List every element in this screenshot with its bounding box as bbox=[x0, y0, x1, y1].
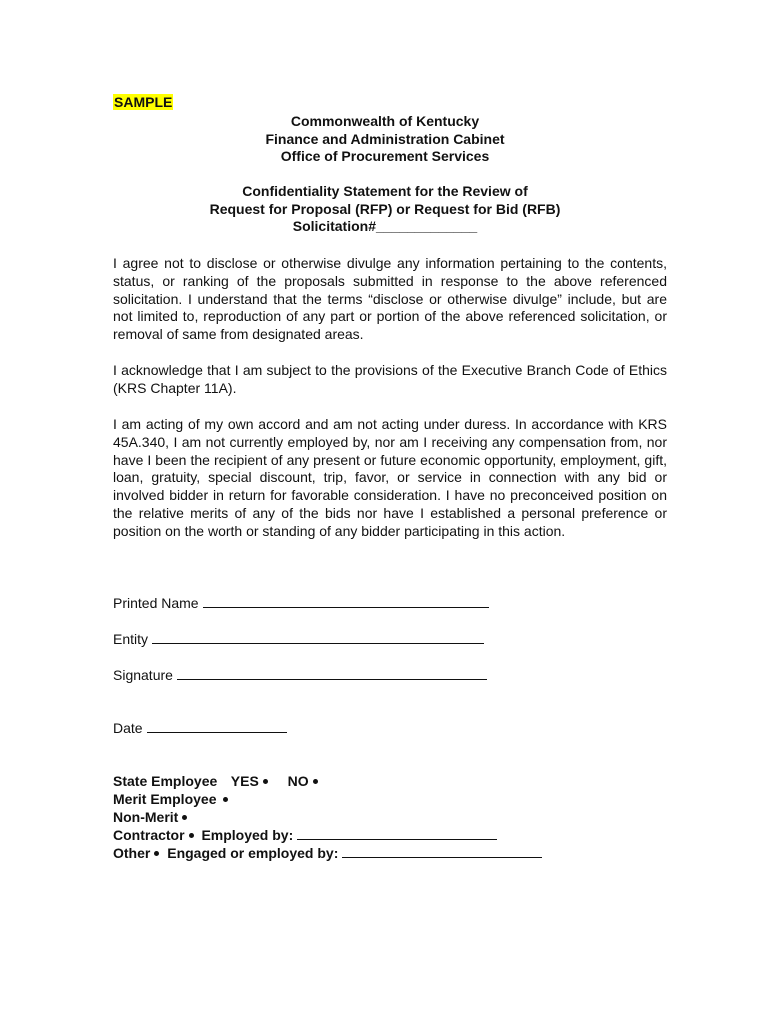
entity-label: Entity bbox=[113, 631, 149, 647]
title-line-2: Request for Proposal (RFP) or Request for Bid (RFB) bbox=[209, 200, 561, 217]
no-label: NO bbox=[287, 773, 309, 789]
contractor-row bbox=[113, 826, 497, 844]
header-line-3: Office of Procurement Services bbox=[280, 148, 490, 164]
printed-name-row bbox=[113, 593, 489, 612]
contractor-bullet-icon[interactable] bbox=[189, 833, 194, 838]
state-employee-label: State Employee bbox=[113, 773, 218, 789]
sample-badge: SAMPLE bbox=[114, 94, 173, 110]
non-merit-bullet-icon[interactable] bbox=[182, 815, 187, 820]
merit-employee-label: Merit Employee bbox=[113, 791, 217, 807]
printed-name-line[interactable] bbox=[203, 593, 489, 608]
entity-line[interactable] bbox=[152, 629, 484, 644]
date-line[interactable] bbox=[147, 718, 287, 733]
date-label: Date bbox=[113, 720, 143, 736]
employed-by-line[interactable] bbox=[297, 827, 497, 840]
entity-row bbox=[113, 629, 484, 648]
contractor-label: Contractor bbox=[113, 827, 185, 843]
non-merit-row bbox=[113, 808, 191, 826]
ethics-paragraph: I acknowledge that I am subject to the provisions of the Executive Branch Code of Ethics (KRS Chapter 11A). bbox=[113, 362, 667, 396]
engaged-by-line[interactable] bbox=[342, 845, 542, 858]
other-row bbox=[113, 844, 542, 862]
other-bullet-icon[interactable] bbox=[154, 851, 159, 856]
nondisclosure-paragraph: I agree not to disclose or otherwise divulge any information pertaining to the contents, status, or ranking of the proposals submitted in response to the above referenced solicitation. I understand that the terms “disclose or otherwise divulge” include, but are not limited to, reproduction of any part or portion of the above referenced solicitation, or removal of same from designated areas. bbox=[113, 255, 667, 343]
signature-line[interactable] bbox=[177, 665, 487, 680]
agency-header bbox=[113, 113, 657, 166]
signature-row bbox=[113, 665, 487, 684]
merit-bullet-icon[interactable] bbox=[223, 797, 228, 802]
title-line-1: Confidentiality Statement for the Review of bbox=[242, 183, 528, 199]
header-line-2: Finance and Administration Cabinet bbox=[265, 130, 505, 147]
title-line-3: Solicitation#_____________ bbox=[292, 218, 478, 234]
other-label: Other bbox=[113, 845, 151, 861]
printed-name-label: Printed Name bbox=[113, 595, 199, 611]
header-line-1: Commonwealth of Kentucky bbox=[290, 113, 480, 129]
yes-label: YES bbox=[230, 773, 259, 789]
merit-employee-row bbox=[113, 790, 232, 808]
employed-by-label: Employed by: bbox=[201, 827, 294, 843]
no-bullet-icon[interactable] bbox=[313, 779, 318, 784]
non-merit-label: Non-Merit bbox=[113, 809, 179, 825]
yes-bullet-icon[interactable] bbox=[263, 779, 268, 784]
duress-paragraph: I am acting of my own accord and am not acting under duress. In accordance with KRS 45A.340, I am not currently employed by, nor am I receiving any compensation from, nor have I been the recipient of any present or future economic opportunity, employment, gift, loan, gratuity, special discount, trip, favor, or service in connection with any bid or involved bidder in return for favorable consideration. I have no preconceived position on the relative merits of any of the bids nor have I established a personal preference or position on the worth or standing of any bidder participating in this action. bbox=[113, 416, 667, 539]
signature-label: Signature bbox=[113, 667, 173, 683]
document-title bbox=[113, 183, 657, 236]
engaged-by-label: Engaged or employed by: bbox=[167, 845, 339, 861]
date-row bbox=[113, 718, 287, 737]
state-employee-row bbox=[113, 772, 322, 790]
